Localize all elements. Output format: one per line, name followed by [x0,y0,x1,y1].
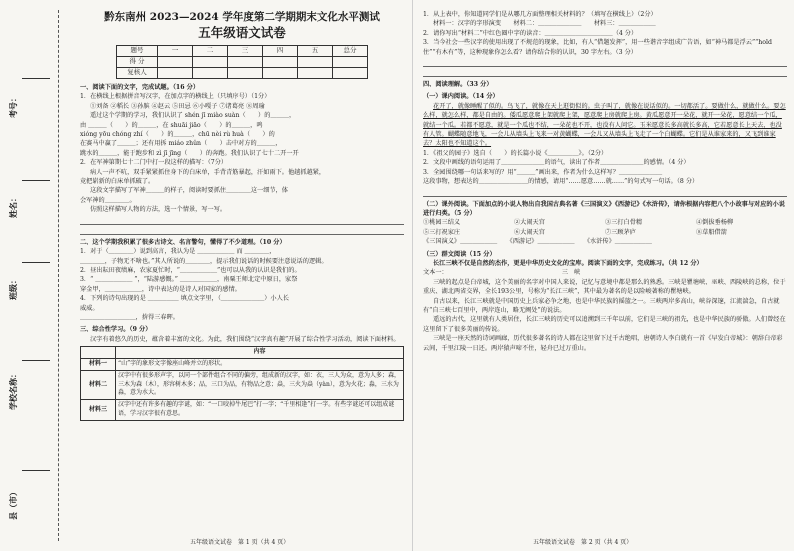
part2-heading: （二）课外阅读。下面加点的小说人物出自我国古典名著《三国演义》《西游记》《水浒传》，请你根据内容把八个小故事与对应的小说进行归类。（5 分） [423,200,785,217]
answer-line[interactable] [423,68,787,77]
score-cell: 三 [228,46,263,57]
story-options [423,218,787,237]
score-row [117,57,368,68]
binding-dashed-line [58,10,59,541]
score-cell: 题号 [117,46,158,57]
story-option: ②大闹天宫 [514,219,545,227]
xian-field[interactable] [22,470,50,471]
section1-text: 由 ＿＿＿（ ）的＿＿＿，在 shuāi jiāo（ ）的＿＿＿，鸣 [80,121,263,129]
section1-text: 在赛马中赢了＿＿＿；还有用拆 miáo zhǔn（ ）击中对方的＿＿＿， [80,140,282,148]
answer-line[interactable] [423,58,787,67]
section2-line: 穿金甲，＿＿＿＿＿＿，诗中表达的是诗人对国家的感情。 [80,285,241,293]
exam-subtitle: 五年级语文试卷 [198,25,286,40]
story-option: ③三打白骨精 [605,219,643,227]
section1-text: 竟把崭新的白床单抓破了。 [80,178,155,186]
score-row [117,68,368,79]
section1-text: 遥过这个学期的学习，我们认识了 shén jī miào suàn（ ）的＿＿＿， [90,112,296,120]
material-label: 材料二 [81,370,116,399]
answer-line[interactable] [80,216,404,225]
right-q1-answer: 材料一：汉字的字形演变 材料二：＿＿＿＿＿＿＿ 材料三：＿＿＿＿＿＿ [433,20,656,28]
story-option: ⑥大闹天宫 [514,228,545,236]
classify-line: 《三国演义》＿＿＿＿＿＿ 《西游记》＿＿＿＿＿＿ 《水浒传》＿＿＿＿＿＿ [423,238,652,246]
material-row [81,400,404,421]
text1-title: 三 峡 [561,269,581,277]
score-cell: 二 [193,46,228,57]
text1-paragraph: 三峡是一座天然的诗词画廊，历代很多著名的诗人都在这里留下过千古绝唱，唐朝诗人李白就有一首《早发白帝城》：朝辞白帝彩云间，千里江陵一日还。两岸猿声啼不住，轻舟已过万重山。 [423,335,783,352]
text1-paragraph: 三峡的起点是白帝城，这个美丽的名字对中国人来说，记忆与意境中都是那么的熟悉。三峡是瞿塘峡、巫峡、西陵峡的总称，位于重庆、湖北两省交界，全长193公里，号称为“长江三峡”，其中最为著名的是以险峻著称的瞿塘峡。 [423,278,786,296]
text1-paragraph: 自古以来，长江三峡就是中国历史上兵家必争之地，也是中华民族的摇篮之一。三峡两岸多高山，峡谷深邃，江流湍急，自古就有“自三峡七百里中，两岸连山，略无阙处”的说法。 [423,297,780,314]
score-input[interactable] [228,68,263,79]
story-option: ⑦三顾茅庐 [605,228,636,236]
material-label: 材料一 [81,358,116,370]
reading-q2: 2．文段中画线的语句运用了＿＿＿＿＿＿＿的语气，读出了作者＿＿＿＿＿＿＿的感情。（4 分） [423,159,690,167]
binding-margin [0,0,78,551]
score-input[interactable] [193,57,228,68]
section1-options: ①刘备 ②稻长 ③孙膑 ④赵云 ⑤田忌 ⑥小嘎子 ⑦诸葛亮 ⑧周瑜 [90,102,265,110]
xuexiao-field[interactable] [22,360,50,361]
score-input[interactable] [263,68,298,79]
score-input[interactable] [158,57,193,68]
score-input[interactable] [298,68,333,79]
section1-text: xióng yōu chóng zhí（ ）的＿＿＿，chū nèi rù huà（ ）的 [80,131,275,139]
section3-intro: 汉字有着悠久的历史，蕴含着丰富的文化。为此，我们围绕“汉字真有趣”开展了综合性学习活动，阅读下面材料。 [90,335,400,343]
label-kaohao: 考号： [8,94,18,118]
section2-line: 3．“ ＿＿＿＿＿＿ ”，“陆游感慨。” ＿＿＿＿＿＿，南粟王师北定中原日，家祭 [80,276,298,284]
section1-heading: 一、阅读下面的文字，完成试题。（16 分） [80,84,200,91]
score-input[interactable] [333,57,368,68]
right-q1: 1．从上表中，你知道同学们是从哪几方面整理相关材料的？（填写在横线上）（2分） [423,11,657,18]
right-content [423,10,787,353]
reading-q3b: 这段事物，想表达的＿＿＿＿＿＿＿＿的情感，请用“……愿意……就……”的句式写一句话。（8 分） [423,178,699,186]
exam-title: 黔东南州 2023—2024 学年度第二学期期末文化水平测试 [104,11,380,23]
score-table [116,45,368,79]
story-option: ⑧草船借箭 [696,228,727,236]
section2-heading: 二、这个学期我积累了很多古诗文、名言警句，懂得了不少道理。（10 分） [80,238,286,246]
score-cell: 总分 [333,46,368,57]
label-xian: 县（市） [8,488,18,520]
material-text: 汉字中有很多形声字，以同一个部件组合不同的偏旁，组成新的汉字，如：衣，三人为众，意为人多；森，三木为森（木），形容树木多；品，三口为品，有物品之意；焱，三火为焱（yàn），意为火花；淼，三水为淼，意为水大。 [116,370,404,399]
material-text: 汉字中还有许多有趣的字谜，如：“一口咬掉牛尾巴”打一字；“千里相逢”打一字。有些字谜还可以组成谜语，学习汉字很有意思。 [116,400,404,421]
section3-heading: 三、综合性学习。（9 分） [80,326,152,334]
score-row-label: 得 分 [117,57,158,68]
passage1: 花开了，就像睡醒了似的。鸟飞了，就像在天上逛街似的。虫子叫了，就像在说话似的。一切都活了。要做什么，就做什么。要怎么样，就怎么样，都是自由的。倭瓜愿意爬上架就爬上架，愿意爬上房就爬上房。黄瓜愿意开一朵花，就开一朵花，愿意结一个瓜，就结一个瓜。若都不愿意，就是一个瓜也不结，一朵花也不开，也没有人问它。玉米愿意长多高就长多高，它若愿意长上天去，也没有人管。蝴蝶随意地飞，一会儿从墙头上飞来一对黄蝴蝶，一会儿又从墙头上飞走了一个白蝴蝶。它们是从谁家来的，又飞到谁家去？太阳也不知道这个。 [423,102,786,148]
reading-q1: 1．《祖父的园子》选自（ ）的长篇小说《＿＿＿＿＿》。（2分） [423,149,608,157]
score-input[interactable] [228,57,263,68]
answer-line[interactable] [80,226,404,235]
materials-table [80,346,404,421]
right-q3: 3．当今社会一些汉字的使用出现了不规范的现象，比如，有人“借题发挥”，用一些谐音字组成广告语，如“神马都是浮云”“hold 住”“有木有”等，这种现象你怎么看？请你结合你的认识，30 字左右。（3 分） [423,39,772,56]
score-cell: 五 [298,46,333,57]
part3-intro: 长江三峡不仅是自然的杰作，更是中华历史文化的宝库。阅读下面的文字，完成练习。（共 12 分） [433,259,703,267]
text1-paragraph: 遥远的古代，这里就有人类居住，长江三峡的历史可以追溯到三千年以前，它们是三峡的祖先，也是中华民族的骄傲。人们曾经在这里留下了很多美丽的传说。 [423,316,786,333]
section1-text: 仿照这样描写人物的方法，选一个情景，写一写。 [90,206,227,214]
section4-heading: 四、阅读理解。（33 分） [423,81,493,89]
banji-field[interactable] [22,262,50,263]
material-text: “山”字的象形文字像座山峰并立的形状。 [116,358,404,370]
xingming-field[interactable] [22,180,50,181]
section2-line: 2．昼出耘田夜绩麻，农家夏忙时，“＿＿＿＿＿＿”也可以从我的认识是我们的。 [80,266,301,274]
story-option: ④倒拔垂杨柳 [696,219,734,227]
section1-q2: 2．在军神第期七十二门中打一段这样的描写：（7分） [80,159,228,167]
answer-line[interactable] [423,188,787,197]
section2-line: ＿＿＿＿＿＿＿＿＿，拚得三春晖。 [80,313,179,321]
right-q2: 2．请你写出“材料二”中红色圈中字的读音：＿＿＿＿＿＿＿＿＿＿＿（4 分） [423,29,638,37]
material-row [81,358,404,370]
section2-line: 威威。 [80,304,99,312]
material-row [81,370,404,399]
section1-q1: 1．在横线上根据拼音写汉字，在加点字的横线上（只填序号）（1分） [80,93,271,101]
label-xuexiao: 学校名称： [8,370,18,410]
score-input[interactable] [193,68,228,79]
score-input[interactable] [298,57,333,68]
section2-line: ＿＿＿＿，子物无不啥也。”其人所说的＿＿＿＿，提示我们说话的时候要注意说话的逻辑。 [80,257,328,265]
kaohao-field[interactable] [22,78,50,79]
reading-q3: 3．全园围绕哪一句话来写的？用“＿＿＿”画出来，作者为什么这样写？＿＿＿＿＿＿＿ [423,168,663,176]
score-cell: 四 [263,46,298,57]
left-content [80,10,404,421]
score-row-label: 复核人 [117,68,158,79]
score-input[interactable] [333,68,368,79]
materials-header: 内容 [116,347,404,359]
section1-text: 会军神的＿＿＿＿。 [80,196,136,204]
section1-text: 病人一声不吭，双手紧紧抓住身下的白床单，手背青筋暴起，汗如雨下。他越抓越紧， [90,168,326,176]
materials-corner [81,347,116,359]
page-footer-right: 五年级语文试卷 第 2 页（共 4 页） [533,539,633,546]
right-page [412,0,794,551]
text1-label [423,268,787,277]
section2-line: 4．下列的诗句出现的是 ＿＿＿＿＿ 填点文字里，（＿＿＿＿＿＿＿）小人长 [80,295,289,303]
score-input[interactable] [263,57,298,68]
score-cell: 一 [158,46,193,57]
section1-text: 跳水的＿＿＿，能于跑步和 zì jī jīng（ ）的奔跑。我们认识了七十二开一开 [80,149,299,157]
section1-text: 这段文字描写了军神＿＿＿的样子，阅读时要抓住＿＿＿＿这一细节，体 [90,187,288,195]
section2-line: 1．对于（＿＿＿＿）说到高言，我认为是 ＿＿＿＿＿＿ 而 ＿＿＿＿， [80,248,276,256]
score-input[interactable] [158,68,193,79]
text1-label-text: 文本一： [423,269,448,277]
part1-heading: （一）课内阅读。（14 分） [423,93,499,101]
story-option: ⑤三打祝家庄 [423,228,461,236]
material-label: 材料三 [81,400,116,421]
page-footer-left: 五年级语文试卷 第 1 页（共 4 页） [190,539,290,546]
label-xingming: 姓名： [8,194,18,218]
part3-heading: （三）群文阅读（15 分） [423,250,496,258]
story-option: ①桃园三结义 [423,219,461,227]
score-header-row [117,46,368,57]
label-banji: 班级： [8,276,18,300]
